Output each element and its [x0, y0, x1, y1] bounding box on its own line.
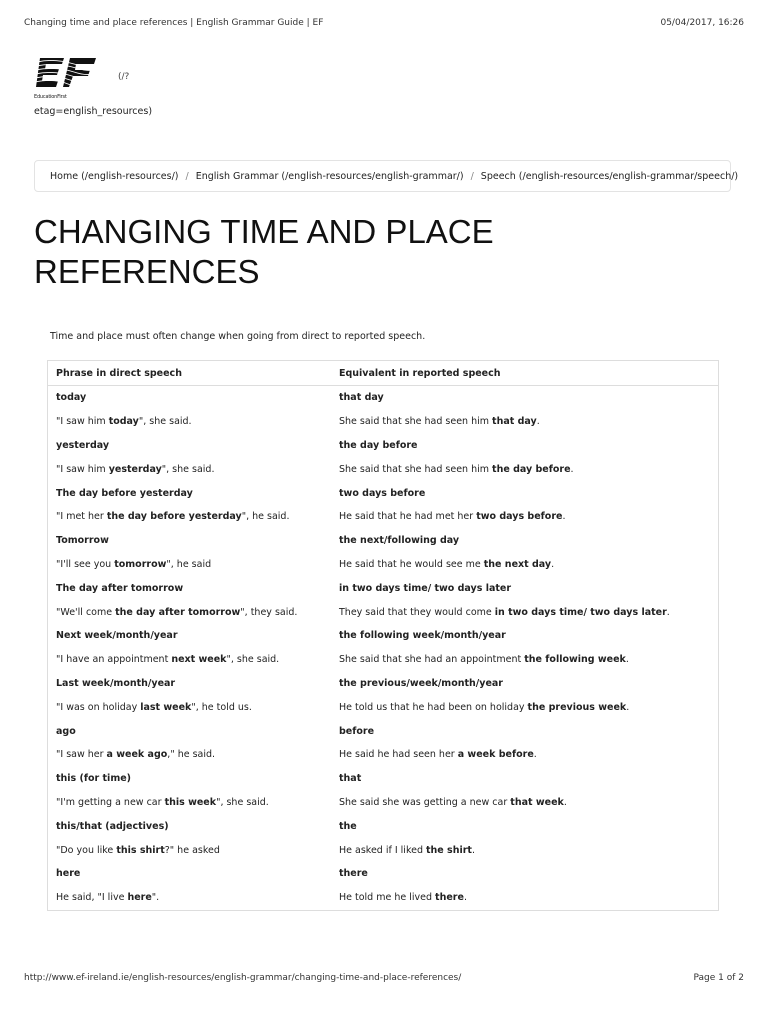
cell-text: They said that they would come — [339, 606, 495, 618]
reported-speech-cell — [331, 624, 719, 648]
cell-text: He said, "I live — [56, 892, 128, 904]
emphasis-text: this/that (adjectives) — [56, 820, 169, 832]
emphasis-text: that week — [510, 796, 564, 808]
reported-speech-cell — [331, 553, 719, 577]
reported-speech-cell — [331, 672, 719, 696]
table-row — [48, 434, 719, 458]
table-row — [48, 767, 719, 791]
emphasis-text: the following week/month/year — [339, 630, 506, 642]
table-row — [48, 672, 719, 696]
emphasis-text: a week ago — [106, 749, 168, 761]
direct-speech-cell — [48, 814, 332, 838]
intro-text: Time and place must often change when going from direct to reported speech. — [50, 331, 426, 342]
cell-text: "I'm getting a new car — [56, 796, 165, 808]
breadcrumb-english-grammar[interactable]: English Grammar (/english-resources/english-grammar/) — [195, 170, 464, 182]
emphasis-text: a week before — [457, 749, 534, 761]
emphasis-text: two days before — [339, 487, 426, 499]
reported-speech-cell — [331, 481, 719, 505]
table-row — [48, 886, 719, 910]
reported-speech-cell — [331, 767, 719, 791]
emphasis-text: last week — [140, 701, 192, 713]
direct-speech-cell — [48, 600, 332, 624]
table-row — [48, 743, 719, 767]
cell-text: ", they said. — [240, 606, 298, 618]
header-direct-speech: Phrase in direct speech — [48, 361, 332, 386]
emphasis-text: Tomorrow — [56, 535, 109, 547]
cell-text: . — [570, 463, 574, 475]
emphasis-text: the day after tomorrow — [115, 606, 241, 618]
cell-text: ", she said. — [161, 463, 215, 475]
direct-speech-cell — [48, 457, 332, 481]
cell-text: She said that she had an appointment — [339, 654, 525, 666]
direct-speech-cell — [48, 695, 332, 719]
emphasis-text: the following week — [524, 654, 626, 666]
cell-text: He told me he lived — [339, 892, 436, 904]
direct-speech-cell — [48, 434, 332, 458]
emphasis-text: yesterday — [108, 463, 162, 475]
cell-text: . — [536, 416, 540, 428]
table-header-row — [48, 361, 719, 386]
cell-text: "Do you like — [56, 844, 117, 856]
reported-speech-cell — [331, 743, 719, 767]
cell-text: ", she said. — [226, 654, 280, 666]
emphasis-text: in two days time/ two days later — [494, 606, 667, 618]
reported-speech-cell — [331, 862, 719, 886]
emphasis-text: today — [56, 392, 87, 404]
direct-speech-cell — [48, 386, 332, 410]
cell-text: . — [471, 844, 475, 856]
reported-speech-cell — [331, 434, 719, 458]
table-row — [48, 862, 719, 886]
table-row — [48, 576, 719, 600]
cell-text: ", she said. — [138, 416, 192, 428]
cell-text: . — [562, 511, 566, 523]
table-row — [48, 648, 719, 672]
ef-logo-link[interactable] — [34, 56, 130, 100]
cell-text: He said that he had met her — [339, 511, 477, 523]
table-row — [48, 838, 719, 862]
cell-text: . — [533, 749, 537, 761]
cell-text: . — [551, 558, 555, 570]
cell-text: ". — [151, 892, 160, 904]
print-header-title: Changing time and place references | English Grammar Guide | EF — [24, 18, 324, 28]
references-table — [47, 360, 719, 911]
emphasis-text: in two days time/ two days later — [339, 582, 512, 594]
print-footer-page: Page 1 of 2 — [693, 973, 744, 983]
cell-text: He told us that he had been on holiday — [339, 701, 528, 713]
emphasis-text: the shirt — [426, 844, 472, 856]
direct-speech-cell — [48, 505, 332, 529]
cell-text: "I met her — [56, 511, 107, 523]
emphasis-text: The day before yesterday — [56, 487, 193, 499]
emphasis-text: Last week/month/year — [56, 677, 176, 689]
emphasis-text: two days before — [476, 511, 563, 523]
reported-speech-cell — [331, 719, 719, 743]
emphasis-text: this shirt — [116, 844, 165, 856]
direct-speech-cell — [48, 410, 332, 434]
emphasis-text: yesterday — [56, 439, 110, 451]
emphasis-text: Next week/month/year — [56, 630, 178, 642]
header-reported-speech: Equivalent in reported speech — [331, 361, 719, 386]
emphasis-text: that day — [339, 392, 384, 404]
table-row — [48, 529, 719, 553]
cell-text: She said that she had seen him — [339, 463, 493, 475]
cell-text: She said she was getting a new car — [339, 796, 511, 808]
breadcrumb-home[interactable]: Home (/english-resources/) — [50, 170, 179, 182]
reported-speech-cell — [331, 576, 719, 600]
table-row — [48, 719, 719, 743]
table-row — [48, 410, 719, 434]
emphasis-text: The day after tomorrow — [56, 582, 184, 594]
direct-speech-cell — [48, 791, 332, 815]
table-row — [48, 386, 719, 410]
logo-link-suffix: (/? — [118, 72, 130, 82]
table-row — [48, 553, 719, 577]
direct-speech-cell — [48, 672, 332, 696]
breadcrumb — [34, 160, 739, 192]
table-row — [48, 457, 719, 481]
reported-speech-cell — [331, 600, 719, 624]
cell-text: ", he said — [166, 558, 212, 570]
cell-text: "I saw him — [56, 416, 109, 428]
direct-speech-cell — [48, 648, 332, 672]
emphasis-text: today — [108, 416, 139, 428]
print-header-datetime: 05/04/2017, 16:26 — [660, 18, 744, 28]
table-row — [48, 505, 719, 529]
cell-text: "I have an appointment — [56, 654, 172, 666]
direct-speech-cell — [48, 529, 332, 553]
breadcrumb-speech[interactable]: Speech (/english-resources/english-grammar/speech/) — [480, 170, 739, 182]
logo-tagline: EducationFirst — [34, 94, 67, 100]
direct-speech-cell — [48, 481, 332, 505]
emphasis-text: the day before — [492, 463, 571, 475]
page-title: CHANGING TIME AND PLACE REFERENCES — [34, 213, 494, 290]
cell-text: "I was on holiday — [56, 701, 141, 713]
cell-text: . — [626, 701, 630, 713]
cell-text: . — [563, 796, 567, 808]
cell-text: ?" he asked — [164, 844, 220, 856]
emphasis-text: the next/following day — [339, 535, 460, 547]
breadcrumb-separator: / — [185, 170, 189, 182]
cell-text: He said he had seen her — [339, 749, 458, 761]
logo-link-text[interactable]: etag=english_resources) — [34, 106, 153, 117]
reported-speech-cell — [331, 457, 719, 481]
cell-text: . — [625, 654, 629, 666]
cell-text: He said that he would see me — [339, 558, 484, 570]
emphasis-text: that — [339, 773, 362, 785]
emphasis-text: that day — [492, 416, 537, 428]
cell-text: . — [666, 606, 670, 618]
cell-text: ", she said. — [216, 796, 269, 808]
cell-text: "I saw him — [56, 463, 109, 475]
table-row — [48, 624, 719, 648]
direct-speech-cell — [48, 862, 332, 886]
table-row — [48, 791, 719, 815]
reported-speech-cell — [331, 838, 719, 862]
print-footer-url: http://www.ef-ireland.ie/english-resources/english-grammar/changing-time-and-place-references/ — [24, 973, 462, 983]
emphasis-text: there — [435, 892, 464, 904]
emphasis-text: the day before yesterday — [106, 511, 242, 523]
ef-logo-icon — [34, 56, 98, 94]
cell-text: ", he said. — [241, 511, 290, 523]
reported-speech-cell — [331, 386, 719, 410]
emphasis-text: this week — [164, 796, 217, 808]
table-row — [48, 814, 719, 838]
emphasis-text: the previous/week/month/year — [339, 677, 503, 689]
cell-text: . — [463, 892, 467, 904]
cell-text: "I'll see you — [56, 558, 115, 570]
cell-text: ", he told us. — [191, 701, 252, 713]
table-row — [48, 481, 719, 505]
table-body — [48, 386, 719, 911]
emphasis-text: ago — [56, 725, 76, 737]
direct-speech-cell — [48, 576, 332, 600]
emphasis-text: next week — [171, 654, 227, 666]
reported-speech-cell — [331, 648, 719, 672]
reported-speech-cell — [331, 814, 719, 838]
breadcrumb-separator: / — [470, 170, 474, 182]
cell-text: "I saw her — [56, 749, 107, 761]
reported-speech-cell — [331, 791, 719, 815]
reported-speech-cell — [331, 886, 719, 910]
emphasis-text: before — [339, 725, 375, 737]
cell-text: "We'll come — [56, 606, 116, 618]
table-row — [48, 600, 719, 624]
emphasis-text: here — [127, 892, 152, 904]
cell-text: She said that she had seen him — [339, 416, 493, 428]
direct-speech-cell — [48, 624, 332, 648]
emphasis-text: the previous week — [527, 701, 627, 713]
reported-speech-cell — [331, 505, 719, 529]
direct-speech-cell — [48, 743, 332, 767]
emphasis-text: there — [339, 868, 368, 880]
table-row — [48, 695, 719, 719]
emphasis-text: the day before — [339, 439, 418, 451]
direct-speech-cell — [48, 767, 332, 791]
emphasis-text: the — [339, 820, 357, 832]
reported-speech-cell — [331, 695, 719, 719]
direct-speech-cell — [48, 838, 332, 862]
direct-speech-cell — [48, 553, 332, 577]
reported-speech-cell — [331, 529, 719, 553]
reported-speech-cell — [331, 410, 719, 434]
cell-text: He asked if I liked — [339, 844, 426, 856]
emphasis-text: the next day — [483, 558, 552, 570]
cell-text: ," he said. — [167, 749, 216, 761]
emphasis-text: tomorrow — [114, 558, 167, 570]
emphasis-text: here — [56, 868, 81, 880]
direct-speech-cell — [48, 719, 332, 743]
direct-speech-cell — [48, 886, 332, 910]
emphasis-text: this (for time) — [56, 773, 131, 785]
